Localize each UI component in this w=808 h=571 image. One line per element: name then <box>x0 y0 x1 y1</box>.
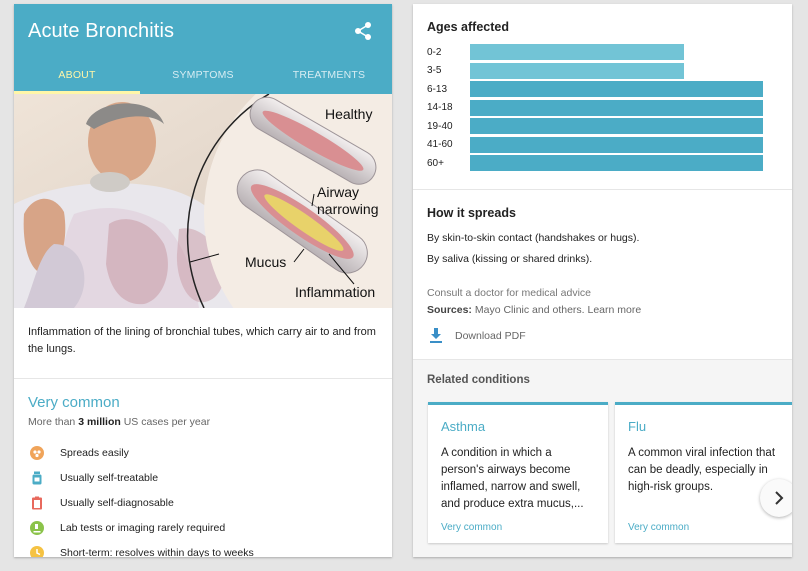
fact-item <box>14 515 392 540</box>
prevalence-subtitle <box>28 416 392 428</box>
related-card-desc: A common viral infection that can be deadly, especially in high-risk groups. <box>628 447 776 493</box>
age-bar <box>470 63 684 79</box>
related-card-asthma[interactable] <box>428 402 608 543</box>
prevalence-title: Very common <box>28 394 120 411</box>
age-label: 6-13 <box>427 83 448 95</box>
label-healthy: Healthy <box>325 106 373 122</box>
condition-card <box>14 4 392 557</box>
age-bar <box>470 137 763 153</box>
age-row <box>427 99 778 118</box>
details-card <box>413 4 792 557</box>
download-pdf-button[interactable] <box>429 328 526 344</box>
ages-title: Ages affected <box>427 20 509 34</box>
fact-label: Short-term: resolves within days to weeks <box>60 546 254 557</box>
fact-label: Spreads easily <box>60 446 129 459</box>
tab-bar <box>14 57 392 94</box>
age-bar <box>470 118 763 134</box>
next-button[interactable] <box>760 479 792 517</box>
microscope-icon <box>30 521 44 535</box>
age-row <box>427 136 778 155</box>
consult-note: Consult a doctor for medical advice <box>427 287 591 299</box>
label-airway: Airway <box>317 184 360 200</box>
age-bar <box>470 81 763 97</box>
spread-section <box>413 190 792 360</box>
age-bar <box>470 44 684 60</box>
fact-list <box>14 440 392 557</box>
bronchitis-illustration <box>14 94 392 308</box>
clock-icon <box>30 546 44 558</box>
sources-line <box>427 304 778 316</box>
age-label: 19-40 <box>427 120 453 132</box>
fact-item <box>14 540 392 557</box>
related-card-prevalence: Very common <box>628 522 690 533</box>
related-card-desc: A condition in which a person's airways become inflamed, narrow and swell, and produce extra mucus,... <box>441 447 584 510</box>
condition-title: Acute Bronchitis <box>28 20 175 42</box>
spread-line: By saliva (kissing or shared drinks). <box>427 253 593 265</box>
label-mucus: Mucus <box>245 254 287 270</box>
prevalence-prefix: More than <box>28 416 76 428</box>
spread-line: By skin-to-skin contact (handshakes or hugs). <box>427 232 640 244</box>
related-card-title: Asthma <box>441 419 486 434</box>
tab-symptoms[interactable]: SYMPTOMS <box>172 69 234 81</box>
age-label: 0-2 <box>427 46 442 58</box>
card-header <box>14 4 392 57</box>
related-title: Related conditions <box>427 374 530 386</box>
fact-item <box>14 440 392 465</box>
tab-treatments[interactable]: TREATMENTS <box>292 69 366 81</box>
age-label: 14-18 <box>427 102 453 114</box>
age-label: 3-5 <box>427 65 442 77</box>
tab-about[interactable]: ABOUT <box>14 57 140 94</box>
age-bar-chart <box>427 43 778 173</box>
spread-icon <box>30 446 44 460</box>
sources-label: Sources: <box>427 304 472 316</box>
related-card-title: Flu <box>628 419 647 434</box>
medicine-bottle-icon <box>30 471 44 485</box>
fact-label: Usually self-diagnosable <box>60 496 174 509</box>
ages-section <box>413 4 792 190</box>
spread-title: How it spreads <box>427 206 516 220</box>
label-inflammation: Inflammation <box>295 284 376 300</box>
fact-item <box>14 465 392 490</box>
related-cards <box>428 402 792 543</box>
label-narrowing: narrowing <box>317 201 379 217</box>
chevron-right-icon <box>773 491 785 505</box>
clipboard-icon <box>30 496 44 510</box>
fact-label: Usually self-treatable <box>60 471 159 484</box>
related-card-prevalence: Very common <box>441 522 503 533</box>
download-pdf-label: Download PDF <box>455 330 526 342</box>
fact-item <box>14 490 392 515</box>
age-bar <box>470 155 763 171</box>
related-card-flu[interactable] <box>615 402 792 543</box>
condition-description: Inflammation of the lining of bronchial tubes, which carry air to and from the lungs. <box>14 308 392 379</box>
age-row <box>427 80 778 99</box>
age-label: 60+ <box>427 157 444 169</box>
age-row <box>427 117 778 136</box>
age-bar <box>470 100 763 116</box>
learn-more-link[interactable]: Learn more <box>587 304 642 316</box>
age-label: 41-60 <box>427 139 453 151</box>
age-row <box>427 43 778 62</box>
age-row <box>427 154 778 173</box>
age-row <box>427 62 778 81</box>
sources-text: Mayo Clinic and others. <box>474 304 585 316</box>
related-section <box>413 360 792 557</box>
share-icon[interactable] <box>353 21 373 41</box>
fact-label: Lab tests or imaging rarely required <box>60 521 226 534</box>
prevalence-count: 3 million <box>78 416 121 428</box>
prevalence-suffix: US cases per year <box>123 416 211 428</box>
download-icon <box>429 328 443 344</box>
